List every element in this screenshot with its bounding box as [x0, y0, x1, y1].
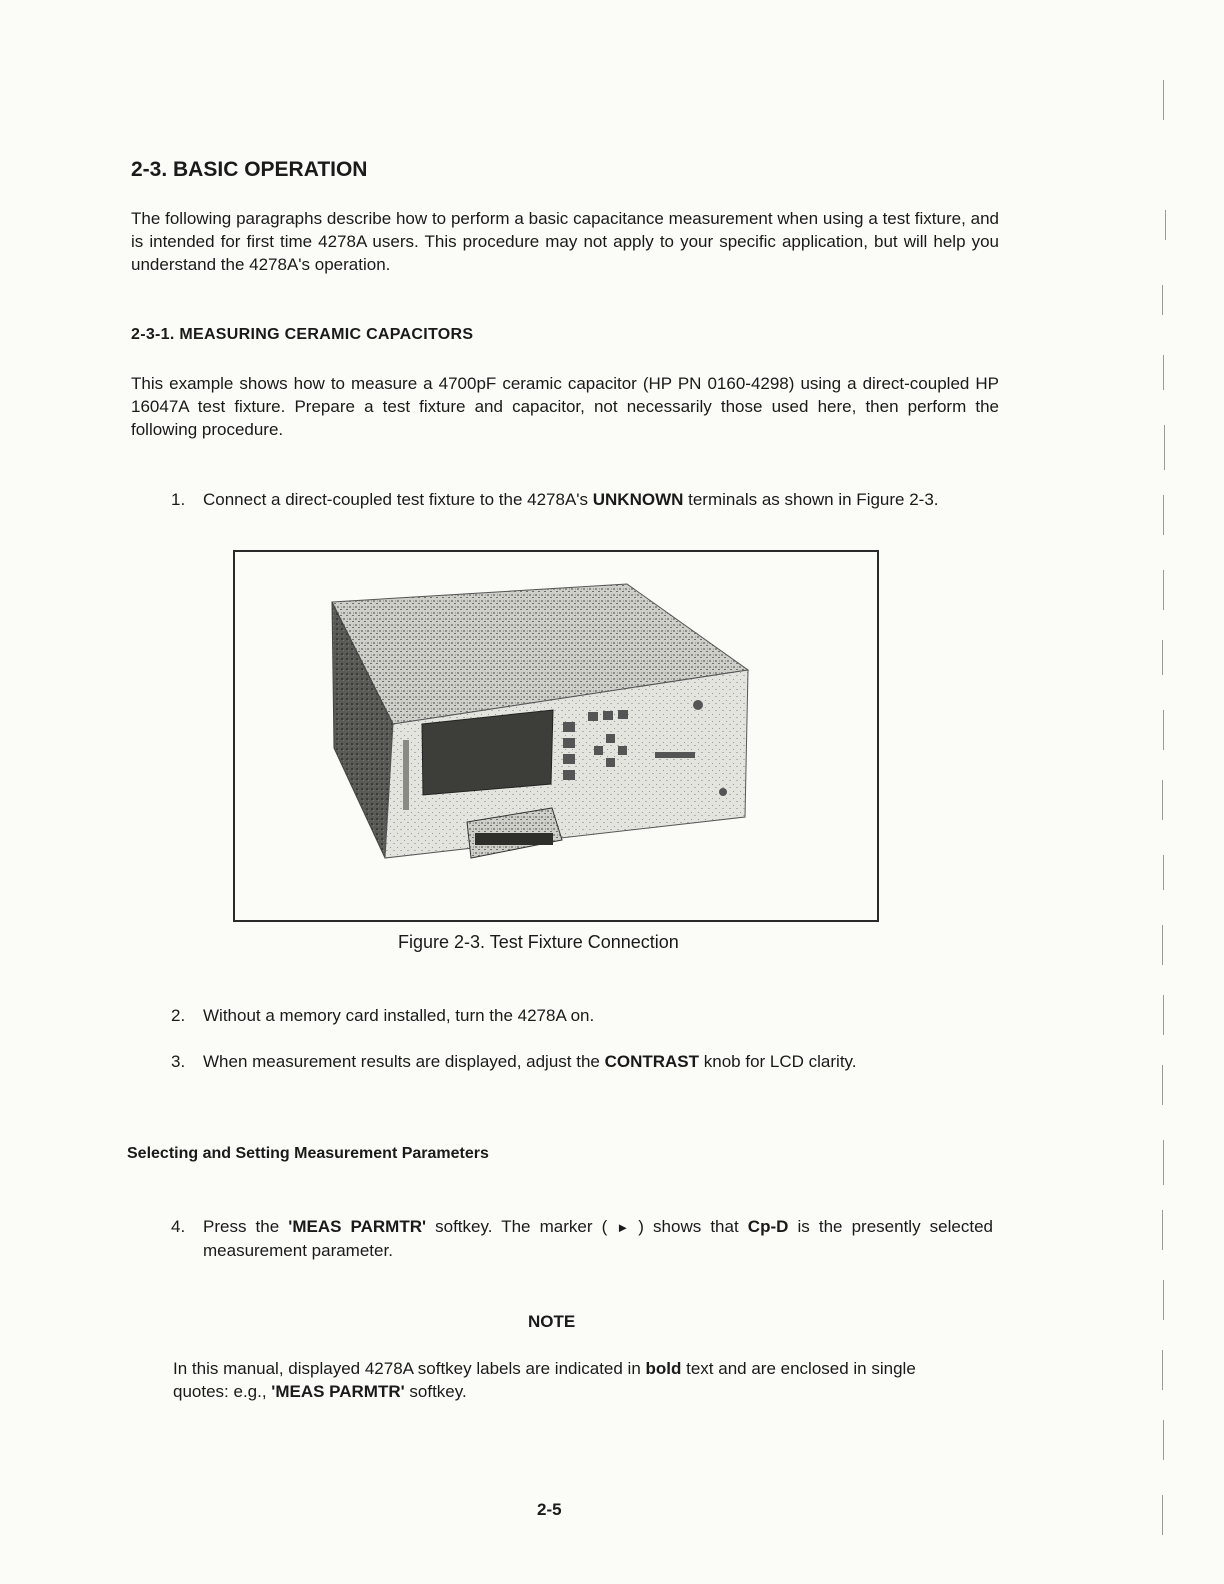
step-number: 1.: [171, 490, 186, 509]
instrument-illustration: [235, 552, 877, 920]
section-title: 2-3. BASIC OPERATION: [131, 158, 368, 181]
step-text: Without a memory card installed, turn the 4278A on.: [203, 1006, 595, 1025]
figure-caption: Figure 2-3. Test Fixture Connection: [398, 932, 679, 952]
step-text: Connect a direct-coupled test fixture to the 4278A's UNKNOWN terminals as shown in Figure 2-3.: [203, 490, 939, 509]
section-intro: The following paragraphs describe how to perform a basic capacitance measurement when using a test fixture, and is intended for first time 4278A users. This procedure may not apply to your specific application, but will help you understand the 4278A's operation.: [131, 209, 999, 274]
step-4: [171, 1215, 993, 1263]
step-number: 2.: [171, 1006, 186, 1025]
step-2: [171, 1004, 993, 1030]
step-number: 4.: [171, 1217, 186, 1236]
figure-frame: [233, 550, 879, 922]
note-title: NOTE: [528, 1312, 576, 1331]
subsection-intro: This example shows how to measure a 4700pF ceramic capacitor (HP PN 0160-4298) using a direct-coupled HP 16047A test fixture. Prepare a test fixture and capacitor, not necessarily those used here, then perform the following procedure.: [131, 374, 999, 439]
step-3: [171, 1050, 993, 1098]
subheading: Selecting and Setting Measurement Parameters: [127, 1145, 489, 1162]
marker-icon: ►: [616, 1220, 630, 1235]
subsection-title: 2-3-1. MEASURING CERAMIC CAPACITORS: [131, 326, 474, 343]
step-text: Press the 'MEAS PARMTR' softkey. The marker ( ► ) shows that Cp-D is the presently selected measurement parameter.: [203, 1217, 993, 1260]
page-number: 2-5: [537, 1500, 562, 1519]
note-text: In this manual, displayed 4278A softkey labels are indicated in bold text and are enclosed in single quotes: e.g., 'MEAS PARMTR' softkey.: [173, 1359, 916, 1401]
step-1: [171, 488, 993, 536]
step-number: 3.: [171, 1052, 186, 1071]
step-text: When measurement results are displayed, adjust the CONTRAST knob for LCD clarity.: [203, 1052, 857, 1071]
